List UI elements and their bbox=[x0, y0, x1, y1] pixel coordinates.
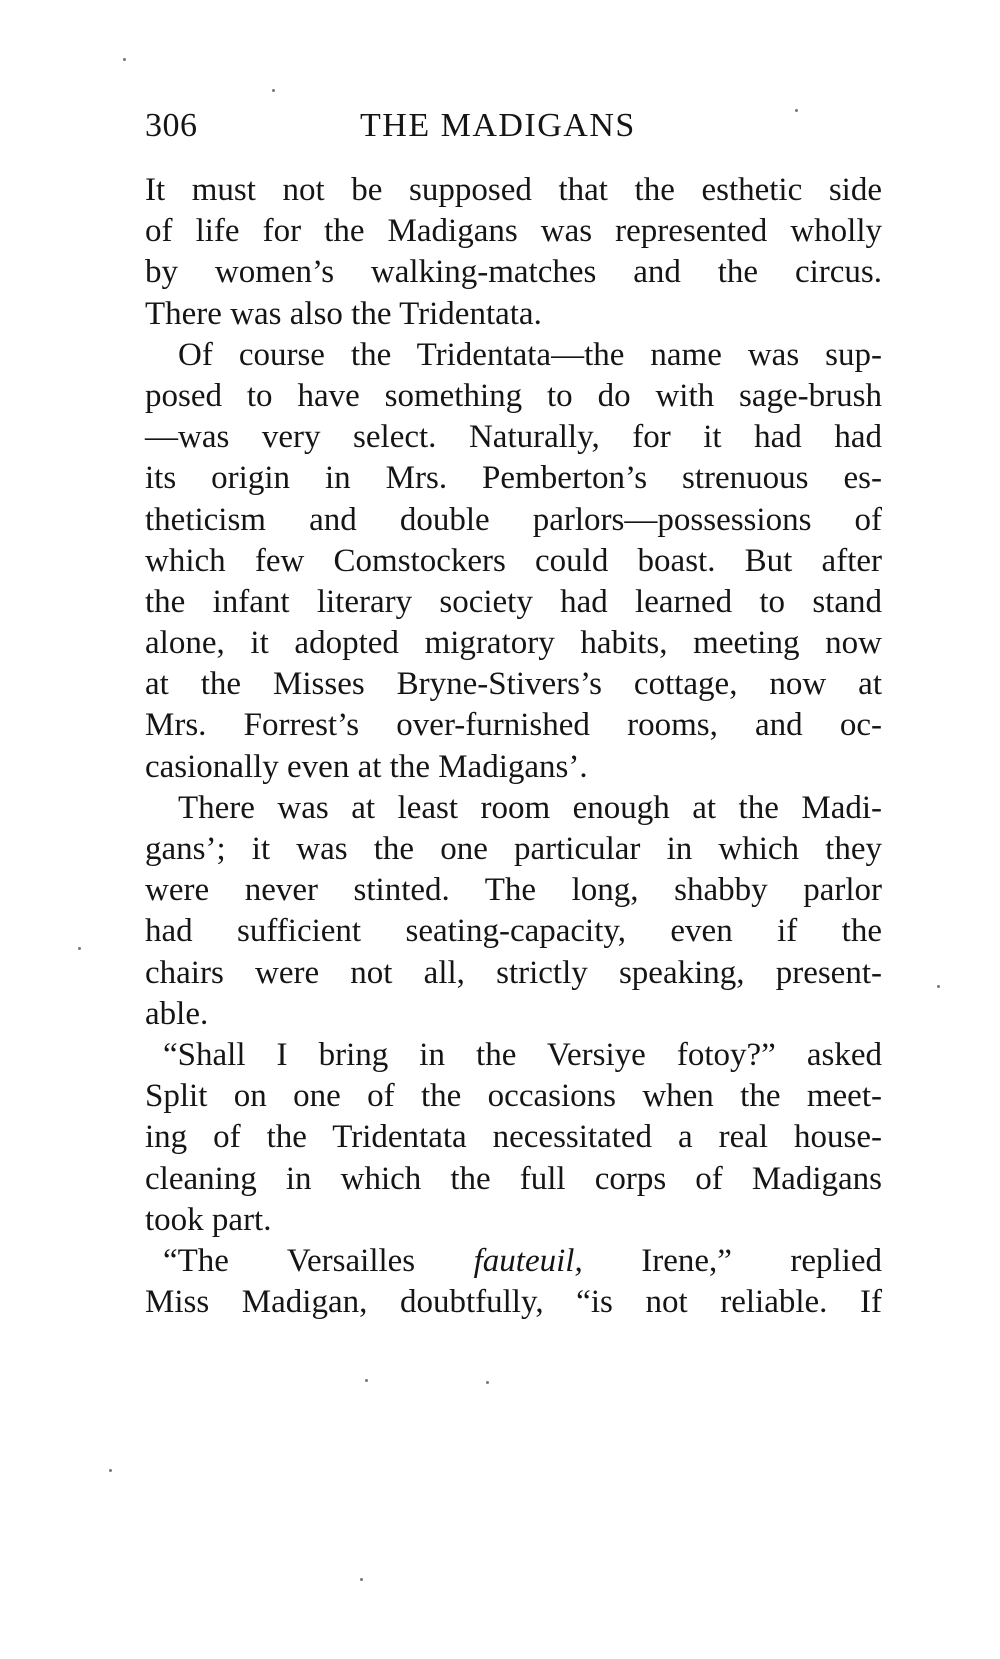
text-line: theticism and double parlors—possessions of bbox=[145, 501, 882, 538]
text-line: ing of the Tridentata necessitated a real house- bbox=[145, 1119, 882, 1156]
text-line: “Shall I bring in the Versiye fotoy?” asked bbox=[163, 1036, 882, 1073]
text-line: Split on one of the occasions when the meet- bbox=[145, 1078, 882, 1115]
print-speck bbox=[123, 58, 126, 61]
text-line: were never stinted. The long, shabby parlor bbox=[145, 872, 882, 909]
print-speck bbox=[365, 1379, 368, 1382]
text-line: —was very select. Naturally, for it had had bbox=[145, 419, 882, 456]
text-line bbox=[145, 1241, 882, 1282]
running-title: THE MADIGANS bbox=[360, 107, 636, 144]
print-speck bbox=[937, 985, 940, 988]
italic-word: fauteuil, bbox=[473, 1242, 583, 1279]
text-line: at the Misses Bryne-Stivers’s cottage, now at bbox=[145, 666, 882, 703]
text-line: took part. bbox=[145, 1201, 272, 1238]
text-line: There was at least room enough at the Madi- bbox=[178, 789, 882, 826]
body-text bbox=[145, 170, 882, 1323]
text-line: which few Comstockers could boast. But after bbox=[145, 542, 882, 579]
text-line: Of course the Tridentata—the name was sup- bbox=[178, 336, 882, 373]
page-number: 306 bbox=[145, 107, 198, 144]
print-speck bbox=[272, 89, 275, 92]
print-speck bbox=[795, 109, 798, 112]
print-speck bbox=[109, 1469, 112, 1472]
text-line: the infant literary society had learned to stand bbox=[145, 583, 882, 620]
text-line: able. bbox=[145, 995, 209, 1032]
text-line: It must not be supposed that the esthetic side bbox=[145, 172, 882, 208]
text-run: “The Versailles bbox=[163, 1242, 474, 1279]
text-line: gans’; it was the one particular in which they bbox=[145, 831, 882, 867]
text-line: had sufficient seating-capacity, even if the bbox=[145, 913, 882, 950]
text-line: of life for the Madigans was represented wholly bbox=[145, 213, 882, 250]
text-line: cleaning in which the full corps of Madigans bbox=[145, 1160, 882, 1197]
print-speck bbox=[78, 947, 81, 950]
text-line: chairs were not all, strictly speaking, present- bbox=[145, 954, 882, 991]
text-run: Irene,” replied bbox=[582, 1242, 882, 1279]
text-line: by women’s walking-matches and the circus. bbox=[145, 254, 882, 291]
text-line: Miss Madigan, doubtfully, “is not reliable. If bbox=[145, 1284, 882, 1321]
text-line: There was also the Tridentata. bbox=[145, 295, 542, 332]
text-line: its origin in Mrs. Pemberton’s strenuous es- bbox=[145, 460, 882, 497]
text-line: alone, it adopted migratory habits, meeting now bbox=[145, 625, 882, 662]
print-speck bbox=[486, 1381, 489, 1384]
text-line: casionally even at the Madigans’. bbox=[145, 748, 588, 785]
text-line: posed to have something to do with sage-brush bbox=[145, 377, 882, 414]
print-speck bbox=[360, 1578, 363, 1581]
text-line: Mrs. Forrest’s over-furnished rooms, and oc- bbox=[145, 707, 882, 744]
running-head bbox=[145, 104, 905, 148]
